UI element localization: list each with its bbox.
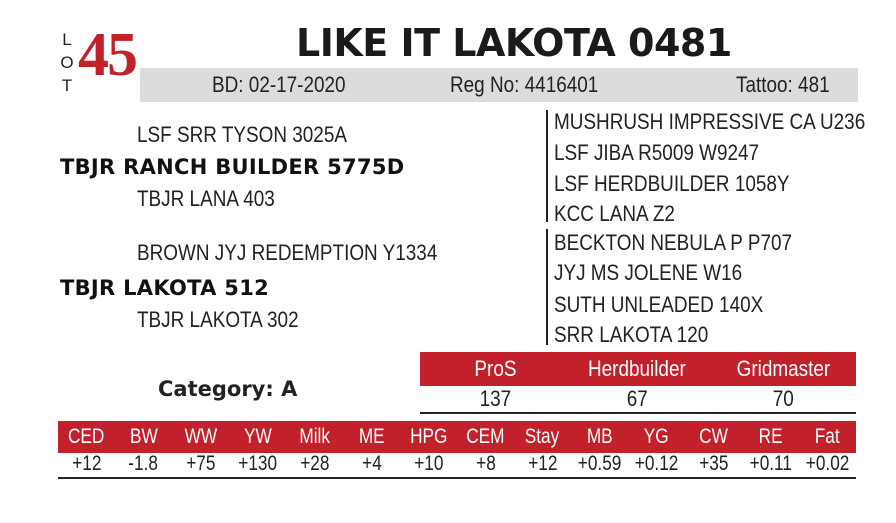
epd-header-yw: YW [243, 425, 272, 448]
sire-sire: LSF SRR TYSON 3025A [137, 122, 347, 147]
dam-sire: BROWN JYJ REDEMPTION Y1334 [137, 240, 438, 265]
sire-bracket-line [546, 110, 548, 222]
registration-number: Reg No: 4416401 [450, 72, 599, 97]
epd-value-cw: +35 [698, 452, 729, 475]
epd-value-fat: +0.02 [805, 452, 850, 475]
epd-header-hpg: HPG [409, 425, 448, 448]
lot-label [60, 28, 74, 97]
epd-header-re: RE [758, 425, 783, 448]
epd-header-stay: Stay [525, 425, 560, 448]
index-header-herdbuilder: Herdbuilder [588, 356, 686, 381]
sire-name: TBJR RANCH BUILDER 5775D [60, 155, 405, 179]
epd-value-cem: +8 [475, 452, 496, 475]
info-bar [140, 68, 858, 102]
epd-header-milk: Milk [299, 425, 330, 448]
epd-value-ced: +12 [71, 452, 102, 475]
epd-header-bw: BW [129, 425, 158, 448]
ancestor-ddd: SRR LAKOTA 120 [554, 322, 709, 347]
ancestor-sdd: KCC LANA Z2 [554, 201, 675, 226]
epd-value-yw: +130 [238, 452, 277, 475]
sire-dam: TBJR LANA 403 [137, 186, 275, 211]
epd-header-fat: Fat [815, 425, 840, 448]
ancestor-dsd: JYJ MS JOLENE W16 [554, 260, 743, 285]
index-value-gridmaster: 70 [772, 386, 794, 411]
epd-value-hpg: +10 [413, 452, 444, 475]
epd-value-me: +4 [361, 452, 382, 475]
index-value-row [420, 386, 856, 414]
ancestor-sss: MUSHRUSH IMPRESSIVE CA U236 [554, 109, 866, 134]
dam-bracket-line [546, 229, 548, 345]
dam-dam: TBJR LAKOTA 302 [137, 307, 299, 332]
lot-letter-t: T [61, 76, 73, 95]
epd-header-mb: MB [586, 425, 613, 448]
epd-value-bw: -1.8 [128, 452, 159, 475]
index-header-row [420, 352, 856, 386]
epd-value-ww: +75 [185, 452, 216, 475]
lot-number: 45 [78, 21, 136, 89]
epd-header-cw: CW [699, 425, 728, 448]
index-value-pros: 137 [479, 386, 511, 411]
epd-header-cem: CEM [466, 425, 505, 448]
index-value-herdbuilder: 67 [626, 386, 648, 411]
index-header-pros: ProS [473, 356, 517, 381]
epd-header-me: ME [358, 425, 385, 448]
ancestor-sds: LSF HERDBUILDER 1058Y [554, 171, 790, 196]
epd-header-row [58, 421, 856, 453]
index-header-gridmaster: Gridmaster [736, 356, 830, 381]
epd-value-stay: +12 [527, 452, 558, 475]
epd-value-mb: +0.59 [577, 452, 622, 475]
ancestor-dds: SUTH UNLEADED 140X [554, 292, 764, 317]
dam-name: TBJR LAKOTA 512 [60, 276, 270, 300]
animal-name: LIKE IT LAKOTA 0481 [296, 21, 732, 65]
epd-value-yg: +0.12 [634, 452, 679, 475]
epd-header-ced: CED [68, 425, 105, 448]
ancestor-ssd: LSF JIBA R5009 W9247 [554, 140, 760, 165]
tattoo: Tattoo: 481 [736, 72, 830, 97]
lot-letter-o: O [60, 53, 74, 72]
epd-header-ww: WW [184, 425, 217, 448]
category-label: Category: A [158, 377, 298, 401]
epd-header-yg: YG [644, 425, 669, 448]
birth-date: BD: 02-17-2020 [212, 72, 346, 97]
epd-value-re: +0.11 [749, 452, 792, 475]
epd-value-milk: +28 [299, 452, 330, 475]
lot-letter-l: L [62, 30, 72, 49]
ancestor-dss: BECKTON NEBULA P P707 [554, 230, 793, 255]
epd-value-row [58, 453, 856, 479]
